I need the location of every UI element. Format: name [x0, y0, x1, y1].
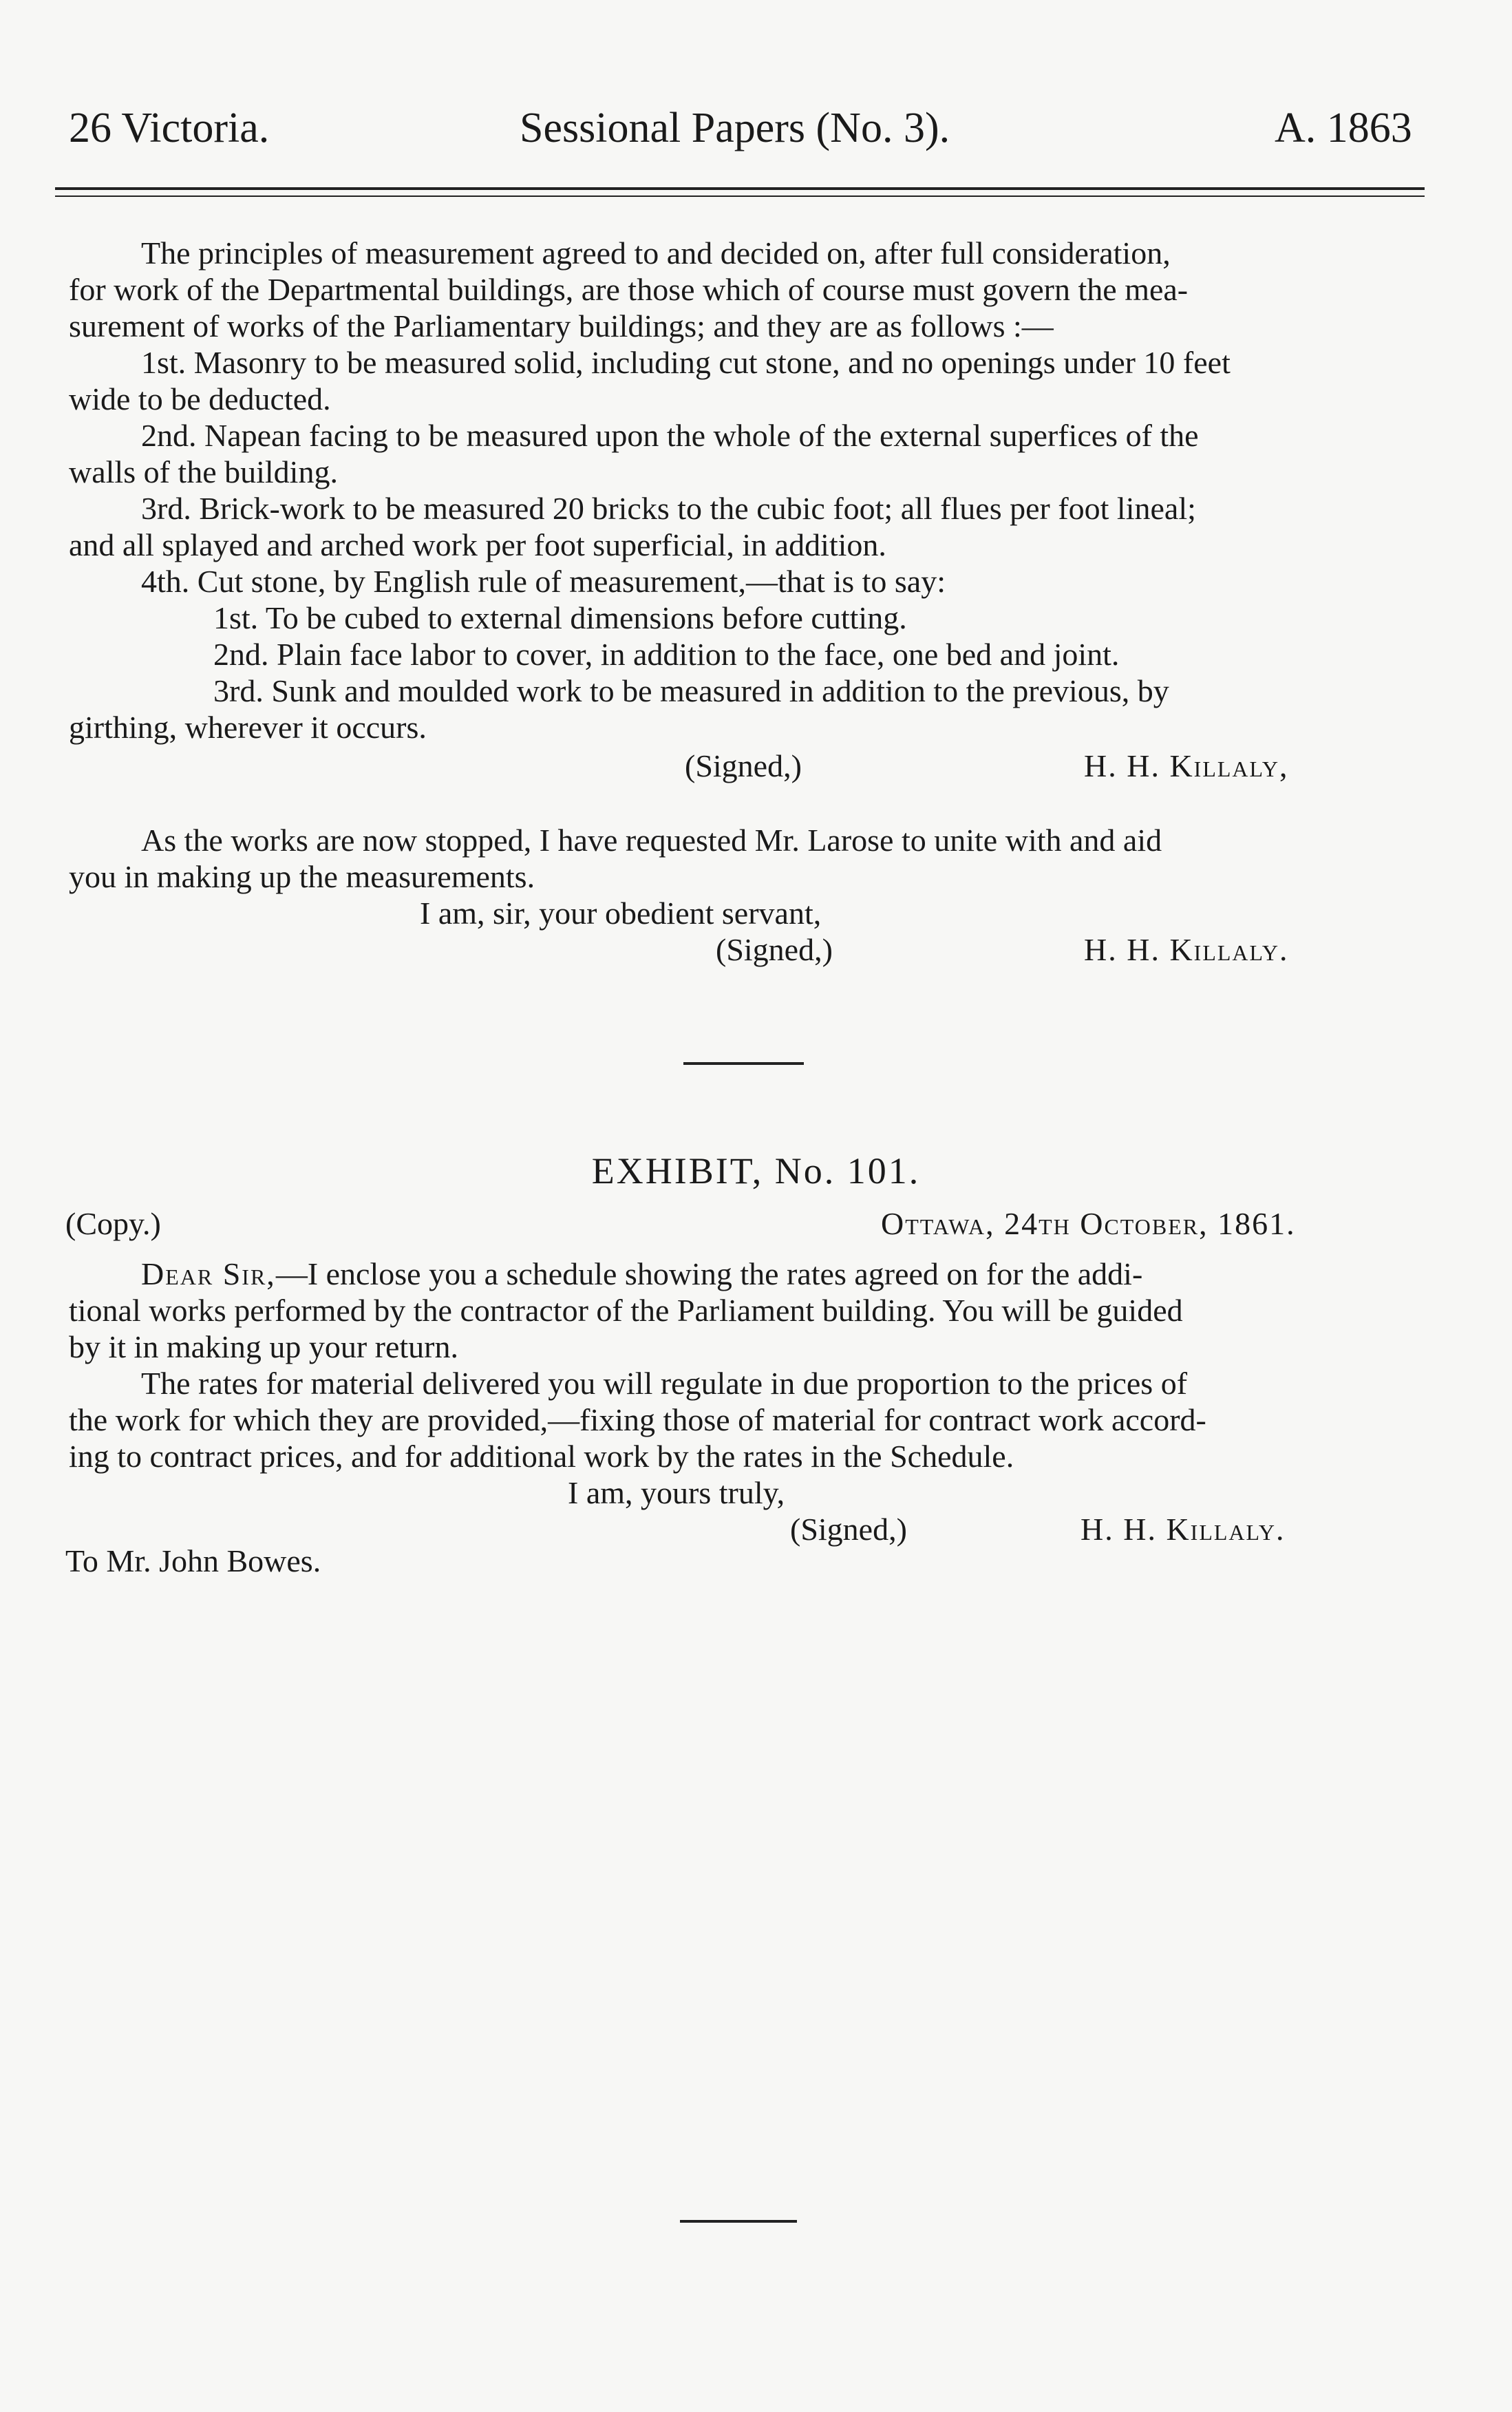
section-divider-1	[683, 1062, 804, 1065]
exhibit-para1-line1: Dear Sir,—I enclose you a schedule showing the rates agreed on for the addi-	[141, 1256, 1143, 1291]
rule3-line2: and all splayed and arched work per foot superficial, in addition.	[69, 527, 886, 562]
rule1-line2: wide to be deducted.	[69, 381, 331, 416]
header-left: 26 Victoria.	[69, 105, 270, 151]
copy-label: (Copy.)	[65, 1206, 161, 1241]
sub3-line1: 3rd. Sunk and moulded work to be measured in addition to the previous, by	[213, 673, 1169, 708]
salutation: Dear Sir,	[141, 1256, 276, 1291]
para2-line1: As the works are now stopped, I have requested Mr. Larose to unite with and aid	[141, 823, 1162, 858]
para1-line1: The principles of measurement agreed to and decided on, after full consideration,	[141, 235, 1171, 271]
closing-1: I am, sir, your obedient servant,	[420, 896, 822, 931]
exhibit-para2-line1: The rates for material delivered you will regulate in due proportion to the prices of	[141, 1366, 1188, 1401]
header-rule-thin	[55, 195, 1425, 197]
signed-label-1: (Signed,)	[685, 748, 802, 783]
exhibit-signed-label: (Signed,)	[790, 1512, 907, 1547]
signer-1: H. H. Killaly,	[1084, 748, 1289, 783]
sub3-line2: girthing, wherever it occurs.	[69, 710, 427, 745]
dateline: Ottawa, 24th October, 1861.	[881, 1206, 1296, 1241]
header-right: A. 1863	[1275, 105, 1412, 151]
exhibit-para1-line2: tional works performed by the contractor of the Parliament building. You will be guided	[69, 1293, 1183, 1328]
addressee: To Mr. John Bowes.	[65, 1543, 321, 1578]
rule2-line2: walls of the building.	[69, 454, 338, 489]
section-divider-2	[680, 2220, 797, 2223]
para2-line2: you in making up the measurements.	[69, 859, 535, 894]
header-rule-thick	[55, 187, 1425, 190]
exhibit-para1-line3: by it in making up your return.	[69, 1329, 458, 1364]
rule3-line1: 3rd. Brick-work to be measured 20 bricks to the cubic foot; all flues per foot lineal;	[141, 491, 1196, 526]
rule1-line1: 1st. Masonry to be measured solid, including cut stone, and no openings under 10 feet	[141, 345, 1231, 380]
exhibit-para2-line2: the work for which they are provided,—fixing those of material for contract work accord-	[69, 1402, 1206, 1437]
signer-2: H. H. Killaly.	[1084, 932, 1289, 967]
exhibit-para2-line3: ing to contract prices, and for additional work by the rates in the Schedule.	[69, 1439, 1014, 1474]
exhibit-title: EXHIBIT, No. 101.	[591, 1150, 921, 1192]
exhibit-closing: I am, yours truly,	[568, 1475, 785, 1510]
rule4-line: 4th. Cut stone, by English rule of measurement,—that is to say:	[141, 564, 946, 599]
sub1-line: 1st. To be cubed to external dimensions before cutting.	[213, 600, 907, 635]
signed-label-2: (Signed,)	[716, 932, 833, 967]
para1-line2: for work of the Departmental buildings, are those which of course must govern the mea-	[69, 272, 1189, 307]
header-center: Sessional Papers (No. 3).	[520, 105, 950, 151]
exhibit-signer: H. H. Killaly.	[1080, 1512, 1286, 1547]
para1-line3: surement of works of the Parliamentary buildings; and they are as follows :—	[69, 308, 1054, 343]
sub2-line: 2nd. Plain face labor to cover, in addition to the face, one bed and joint.	[213, 637, 1120, 672]
rule2-line1: 2nd. Napean facing to be measured upon the whole of the external superfices of the	[141, 418, 1199, 453]
